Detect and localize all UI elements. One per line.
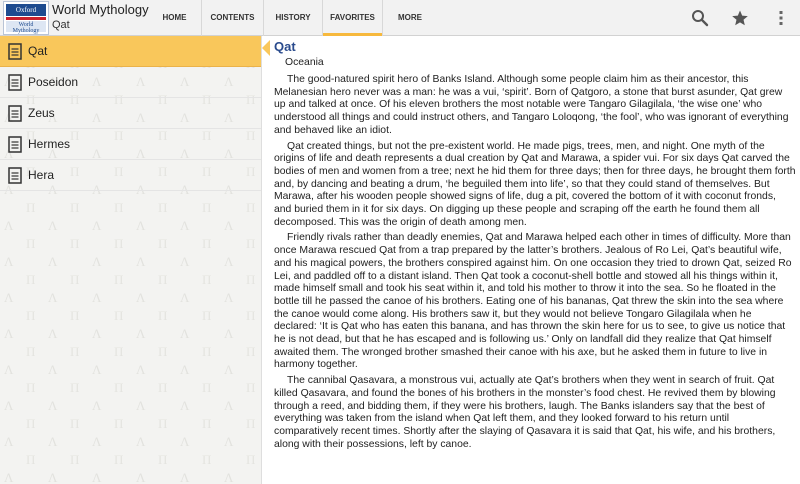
document-icon [8, 136, 22, 153]
logo-text-top: Oxford [6, 4, 46, 16]
favorite-item-label: Zeus [28, 106, 55, 120]
favorite-item-hermes[interactable] [0, 129, 261, 160]
favorite-item-label: Qat [28, 44, 48, 58]
tab-home[interactable]: HOME [162, 13, 187, 22]
article-paragraph: The cannibal Qasavara, a monstrous vui, actually ate Qat’s brothers when they went in search of fruit. Qat killed Qasavara, and found the bones of his brothers in the monster’s food chest. He revived them by blowing through a reed, and bidding them, if they were his brothers, laugh. The Banks islanders say that the best of everything was taken from the island when Qat left them, and they looked forward to his return until comparatively recent times. Shortly after the slaying of Qasavara it is said that Qat, his wife, and his brothers, along with their possessions, left by canoe. [274, 375, 776, 450]
favorite-item-hera[interactable] [0, 160, 261, 191]
document-icon [8, 43, 22, 60]
logo-text-bottom: World Mythology [6, 21, 46, 32]
logo-stripe [6, 17, 46, 20]
document-icon [8, 167, 22, 184]
search-button[interactable] [683, 0, 717, 36]
document-icon [8, 105, 22, 122]
favorite-item-qat[interactable] [0, 36, 261, 67]
article-paragraph: The good-natured spirit hero of Banks Island. Although some people claim him as their ancestor, this Melanesian hero never was a man: he was a vui, ‘spirit’. Born of Qatgoro, a stone that burst asunder, Qat grew up and talked at once. Of his eleven brothers the most notable were Tangaro Gilagilala, ‘the wise one’ who understood all things and could instruct others, and Tangaro Loloqong, ‘the fool’, who was ignorant of everything and behaved like an idiot. [274, 74, 789, 136]
favorite-item-zeus[interactable] [0, 98, 261, 129]
search-icon [691, 9, 709, 27]
favorite-button[interactable] [723, 0, 757, 36]
article-paragraph: Qat created things, but not the pre-existent world. He made pigs, trees, men, and night. One myth of the origins of life and death represents a dual creation by Qat and Marawa, a spider vui. For six days Qat carved the bodies of men and women from a tree; next he hid them for three days; then for three days, he brought them forth and, by dancing and beating a drum, ‘he beguiled them into life’, so that they could stand of themselves. But Marawa, after his wooden people showed signs of life, dug a pit, covered the bottom of it with coconut fronds, and buried them in it for six days. On digging up these people and scraping off the earth he found them all decomposed. This was the origin of death among men. [274, 140, 796, 228]
article-pane[interactable] [274, 36, 796, 484]
nav-tabs [148, 0, 437, 36]
article-region: Oceania [285, 57, 324, 68]
selection-pointer [262, 40, 270, 56]
action-bar [0, 0, 800, 36]
article-paragraph: Friendly rivals rather than deadly enemies, Qat and Marawa helped each other in times of difficulty. More than once Marawa rescued Qat from a trap prepared by the latter’s brothers. Jealous of Ro Lei, Qat’s beautiful wife, and his magical powers, the brothers conspired against him. On one occasion they tried to drown Qat, seized Ro Lei, and paddled off to a distant island. Then Qat took a coconut-shell bottle and stowed all his things within it, made himself small and took his seat within it, and told his mother to throw it into the sea. So he floated in the bottle till he passed the canoe of his brothers. Eating one of his bananas, Qat threw the skin into the sea where the canoe would come along. His brothers saw it, but they would not believe Tongaro Gilagilala when he declared: ‘It is Qat who has eaten this banana, and has thrown the skin here for us to see, to give us notice that he is not dead, but that he has escaped and is following us.’ Only on landfall did they realize that Qat himself awaited them. The wronged brother smashed their canoe with his axe, but he asked them in future to live in harmony together. [274, 232, 792, 371]
document-icon [8, 74, 22, 91]
tab-favorites[interactable]: FAVORITES [322, 0, 382, 36]
tab-history[interactable]: HISTORY [263, 0, 322, 36]
app-title: World Mythology [52, 2, 149, 17]
tab-contents[interactable]: CONTENTS [201, 0, 263, 36]
star-icon [731, 9, 749, 27]
favorite-item-label: Poseidon [28, 75, 79, 89]
favorite-item-label: Hera [28, 168, 55, 182]
tab-more[interactable]: MORE [382, 0, 437, 36]
overflow-menu-button[interactable] [764, 0, 798, 36]
favorite-item-label: Hermes [28, 137, 71, 151]
app-logo-icon[interactable] [3, 1, 49, 35]
current-entry-subtitle: Qat [52, 19, 70, 31]
favorites-sidebar [0, 36, 262, 484]
overflow-menu-icon [778, 10, 784, 26]
article-title: Qat [274, 39, 296, 54]
favorite-item-poseidon[interactable] [0, 67, 261, 98]
